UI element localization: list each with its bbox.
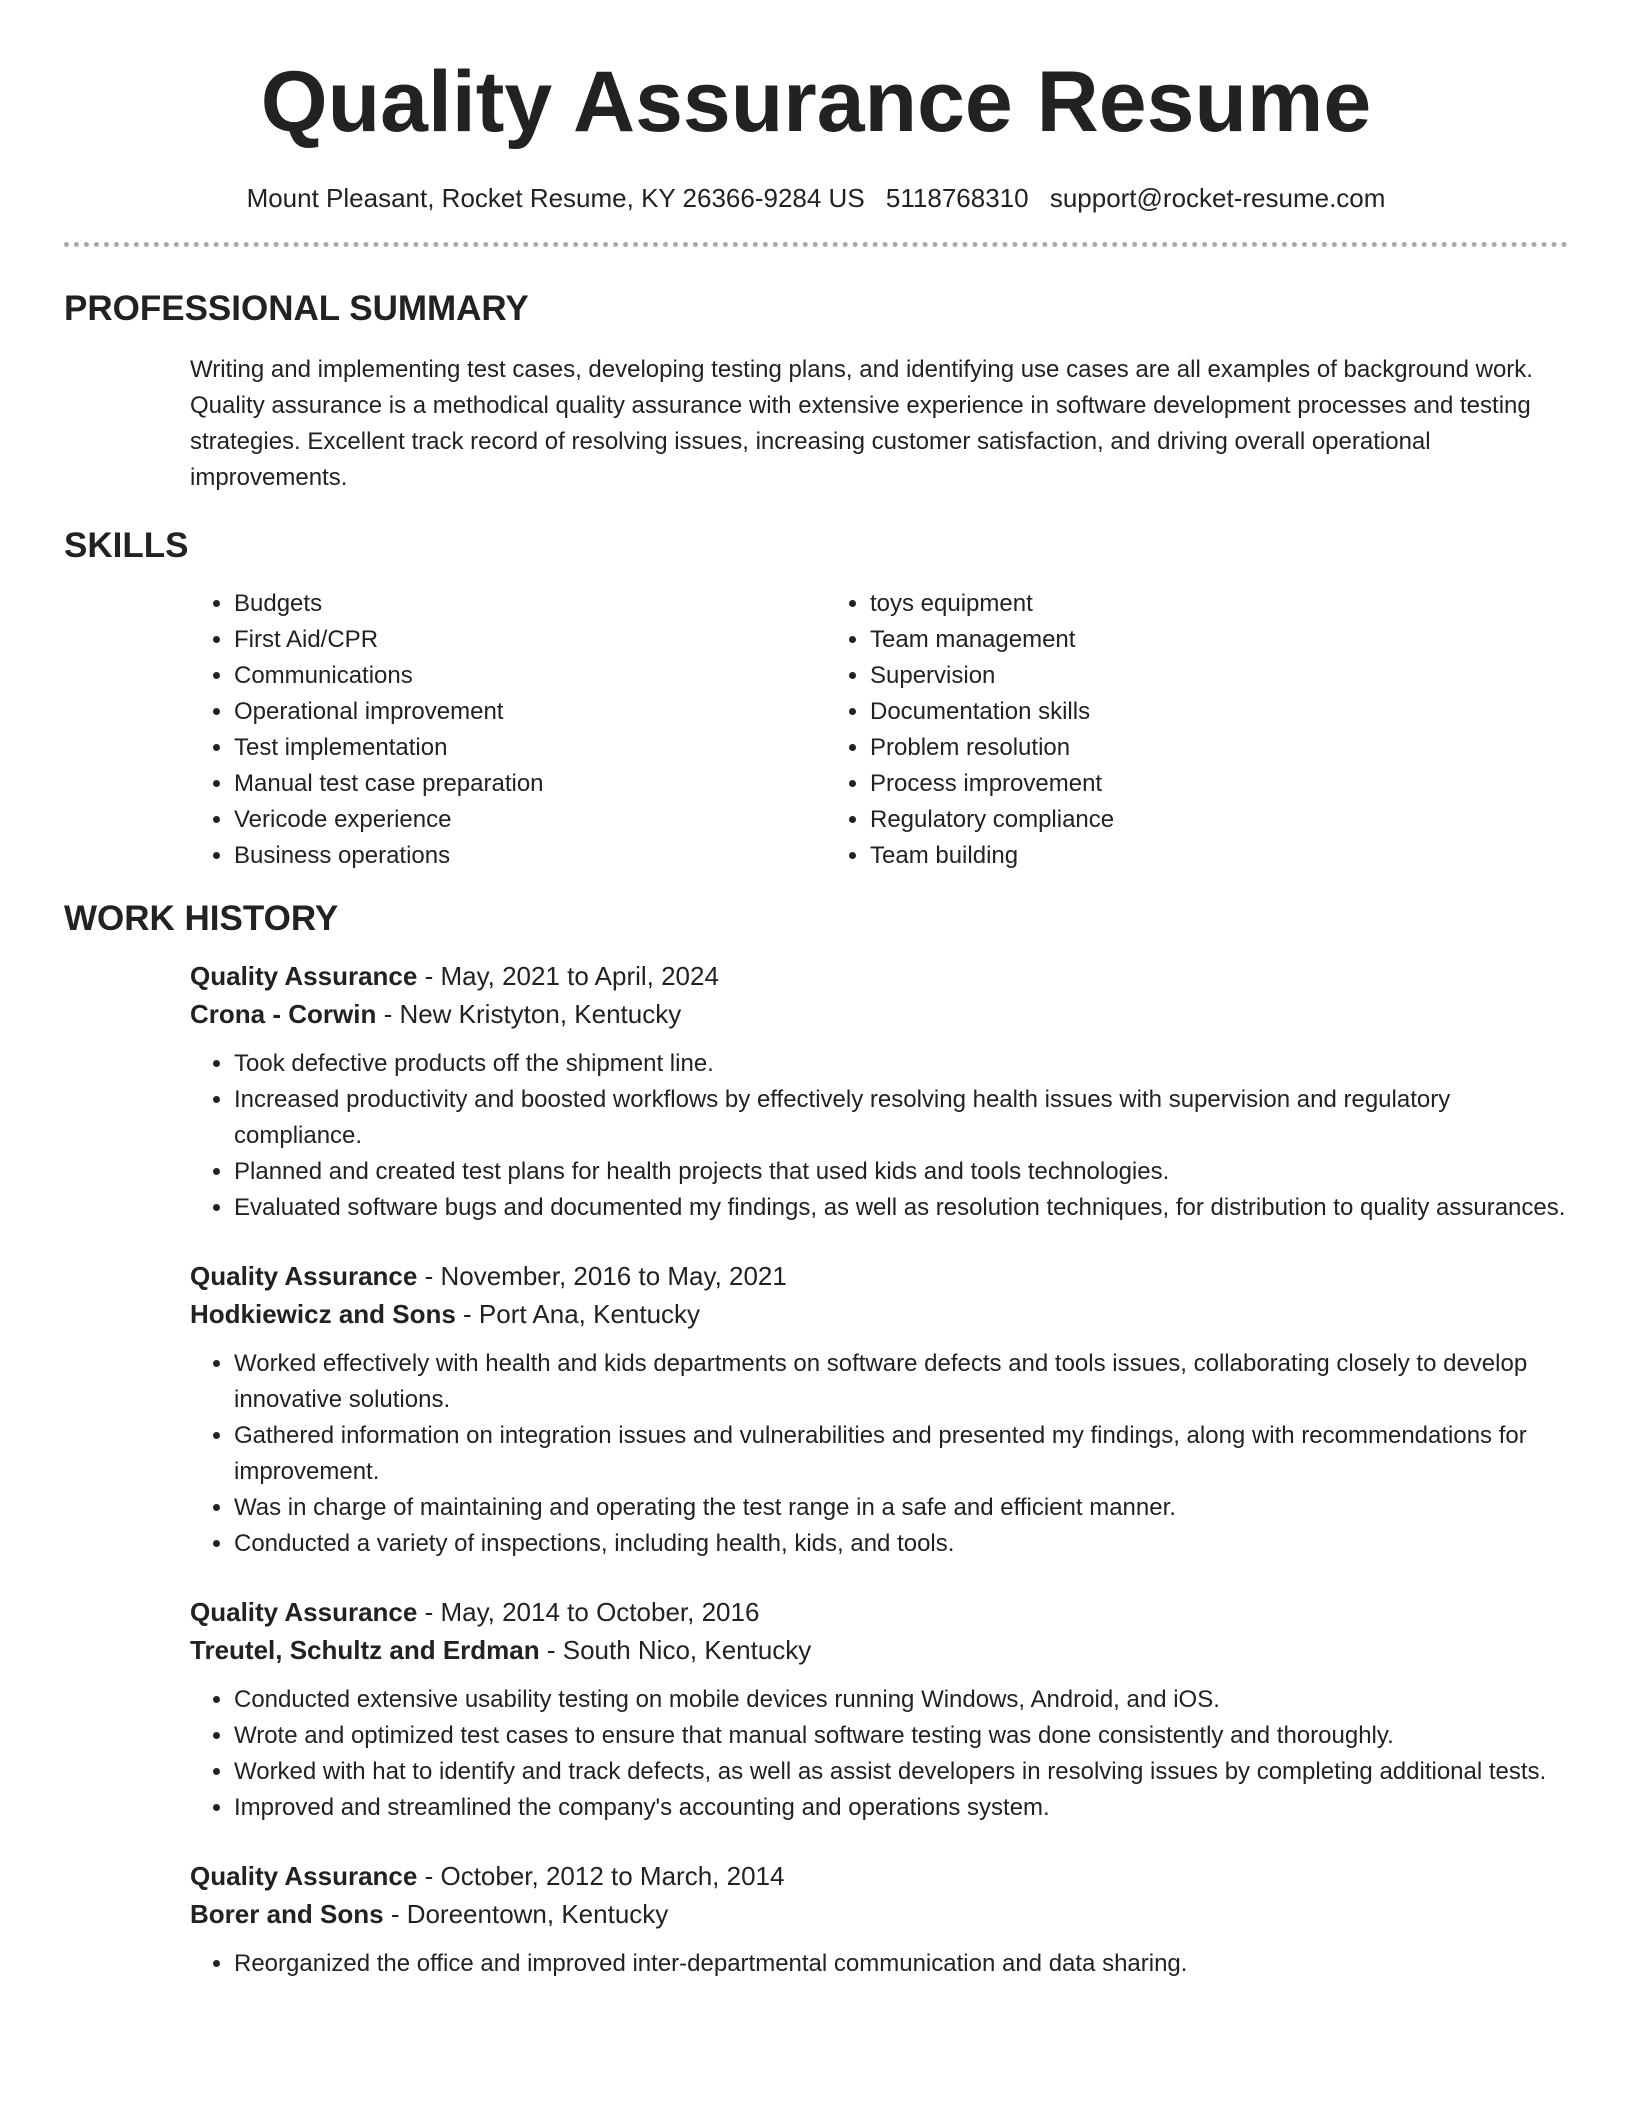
job-company-line xyxy=(190,995,1568,1033)
skill-item: • Regulatory compliance xyxy=(870,802,1114,838)
summary-section xyxy=(64,352,1568,496)
job-duty: • Gathered information on integration issues and vulnerabilities and presented my findings, along with recommendations for improvement. xyxy=(234,1418,1568,1490)
job-entry xyxy=(64,1257,1568,1562)
skill-item: • Team management xyxy=(870,622,1114,658)
job-duties xyxy=(190,1346,1568,1562)
job-title-line xyxy=(190,957,1568,995)
skill-item: • Documentation skills xyxy=(870,694,1114,730)
contact-address: Mount Pleasant, Rocket Resume, KY 26366-9284 US xyxy=(246,183,865,213)
job-duty: • Improved and streamlined the company's accounting and operations system. xyxy=(234,1790,1568,1826)
job-company-line xyxy=(190,1295,1568,1333)
job-duties xyxy=(190,1682,1568,1826)
job-title: Quality Assurance xyxy=(190,1597,418,1627)
job-duty: • Reorganized the office and improved inter-departmental communication and data sharing. xyxy=(234,1946,1568,1982)
job-duty: • Conducted a variety of inspections, including health, kids, and tools. xyxy=(234,1526,1568,1562)
job-title-line xyxy=(190,1593,1568,1631)
job-duty: • Evaluated software bugs and documented my findings, as well as resolution techniques, for distribution to quality assurances. xyxy=(234,1190,1568,1226)
skill-item: • Budgets xyxy=(234,586,826,622)
job-title: Quality Assurance xyxy=(190,961,418,991)
contact-line xyxy=(64,180,1568,216)
job-duty: • Was in charge of maintaining and operating the test range in a safe and efficient manner. xyxy=(234,1490,1568,1526)
skill-item: • First Aid/CPR xyxy=(234,622,826,658)
skill-item: • toys equipment xyxy=(870,586,1114,622)
skills-heading: SKILLS xyxy=(64,526,189,565)
skill-item: • Process improvement xyxy=(870,766,1114,802)
work-history-heading: WORK HISTORY xyxy=(64,899,339,938)
skill-item: • Problem resolution xyxy=(870,730,1114,766)
job-duty: • Planned and created test plans for health projects that used kids and tools technologies. xyxy=(234,1154,1568,1190)
skills-column-right xyxy=(826,586,1114,874)
job-duties xyxy=(190,1946,1568,1982)
job-company-line xyxy=(190,1895,1568,1933)
job-company: Borer and Sons xyxy=(190,1899,384,1929)
job-dates: - May, 2021 to April, 2024 xyxy=(417,961,719,991)
skills-list xyxy=(64,586,1568,874)
contact-email: support@rocket-resume.com xyxy=(1049,183,1386,213)
job-entry xyxy=(64,1593,1568,1826)
skill-item: • Communications xyxy=(234,658,826,694)
job-entry xyxy=(64,1857,1568,1982)
job-location: - South Nico, Kentucky xyxy=(539,1635,812,1665)
skill-item: • Team building xyxy=(870,838,1114,874)
job-duty: • Wrote and optimized test cases to ensure that manual software testing was done consistently and thoroughly. xyxy=(234,1718,1568,1754)
skill-item: • Test implementation xyxy=(234,730,826,766)
job-duty: • Worked effectively with health and kids departments on software defects and tools issues, collaborating closely to develop innovative solutions. xyxy=(234,1346,1568,1418)
job-duty: • Worked with hat to identify and track defects, as well as assist developers in resolving issues by completing additional tests. xyxy=(234,1754,1568,1790)
job-dates: - November, 2016 to May, 2021 xyxy=(417,1261,787,1291)
job-dates: - October, 2012 to March, 2014 xyxy=(417,1861,785,1891)
job-duty: • Increased productivity and boosted workflows by effectively resolving health issues with supervision and regulatory compliance. xyxy=(234,1082,1568,1154)
job-duty: • Conducted extensive usability testing on mobile devices running Windows, Android, and iOS. xyxy=(234,1682,1568,1718)
summary-text: Writing and implementing test cases, developing testing plans, and identifying use cases are all examples of background work. Quality assurance is a methodical quality assurance with extensive experience in software development processes and testing strategies. Excellent track record of resolving issues, increasing customer satisfaction, and driving overall operational improvements. xyxy=(190,356,1533,491)
job-location: - Doreentown, Kentucky xyxy=(383,1899,669,1929)
job-company: Hodkiewicz and Sons xyxy=(190,1299,456,1329)
job-entry xyxy=(64,957,1568,1226)
resume-title: Quality Assurance Resume xyxy=(260,54,1372,150)
skill-item: • Business operations xyxy=(234,838,826,874)
job-company-line xyxy=(190,1631,1568,1669)
contact-phone: 5118768310 xyxy=(885,183,1029,213)
job-location: - Port Ana, Kentucky xyxy=(455,1299,701,1329)
job-title: Quality Assurance xyxy=(190,1861,418,1891)
job-company: Treutel, Schultz and Erdman xyxy=(190,1635,540,1665)
skill-item: • Manual test case preparation xyxy=(234,766,826,802)
job-duties xyxy=(190,1046,1568,1226)
job-title: Quality Assurance xyxy=(190,1261,418,1291)
job-company: Crona - Corwin xyxy=(190,999,377,1029)
job-title-line xyxy=(190,1857,1568,1895)
job-duty: • Took defective products off the shipment line. xyxy=(234,1046,1568,1082)
job-dates: - May, 2014 to October, 2016 xyxy=(417,1597,760,1627)
skill-item: • Supervision xyxy=(870,658,1114,694)
skill-item: • Operational improvement xyxy=(234,694,826,730)
header-divider xyxy=(64,242,1568,247)
summary-heading: PROFESSIONAL SUMMARY xyxy=(64,289,529,328)
skills-column-left xyxy=(190,586,826,874)
job-location: - New Kristyton, Kentucky xyxy=(376,999,682,1029)
skill-item: • Vericode experience xyxy=(234,802,826,838)
job-title-line xyxy=(190,1257,1568,1295)
